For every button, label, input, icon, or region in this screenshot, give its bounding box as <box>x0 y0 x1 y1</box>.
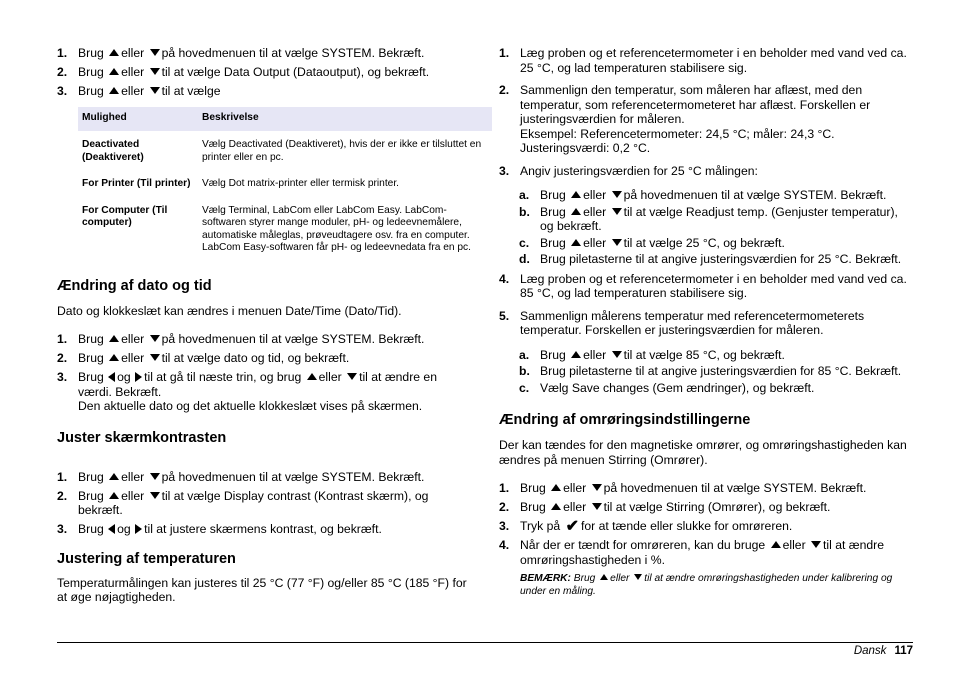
step-text: eller <box>583 347 607 362</box>
step-text: eller <box>121 332 145 346</box>
down-arrow-icon <box>150 473 160 480</box>
step-text: til at gå til næste trin, og brug <box>144 370 302 384</box>
step-text: Den aktuelle dato og det aktuelle klokkeslæt vises på skærmen. <box>78 399 423 413</box>
description-cell: Vælg Deactivated (Deaktiveret), hvis der er ikke er tilsluttet en printer eller en pc. <box>202 139 482 163</box>
note-text: eller <box>610 572 630 584</box>
step-text: på hovedmenuen til at vælge SYSTEM. Bekræft. <box>603 481 867 495</box>
temperature-steps <box>499 46 909 178</box>
step-text: Brug <box>540 204 566 219</box>
substeps-85c <box>499 348 909 396</box>
step-number: 1. <box>499 46 510 60</box>
output-steps <box>57 46 472 99</box>
step-text: Når der er tændt for omrøreren, kan du bruge <box>520 538 766 552</box>
footer-language: Dansk <box>853 645 887 657</box>
step-text: Brug <box>540 188 566 202</box>
step-text: eller <box>583 204 607 219</box>
step-text: Brug piletasterne til at angive justeringsværdien for 25 °C. Bekræft. <box>540 252 902 266</box>
page-footer <box>854 644 913 659</box>
step-number: 2. <box>57 351 68 365</box>
step-number: 2. <box>499 83 510 97</box>
up-arrow-icon <box>109 354 119 361</box>
footer-divider <box>57 642 913 643</box>
section-title-stirring: Ændring af omrøringsindstillingerne <box>499 412 751 428</box>
step-text: Brug <box>78 522 104 536</box>
step-text: til at vælge Readjust temp. (Genjuster temperatur), og bekræft. <box>540 204 898 233</box>
step-number: c. <box>519 380 530 395</box>
step-number: 1. <box>57 332 68 346</box>
step-text: eller <box>782 538 806 552</box>
step-text: til at vælge dato og tid, og bekræft. <box>161 351 350 365</box>
step-text: Vælg Save changes (Gem ændringer), og bekræft. <box>540 380 815 395</box>
step-number: 4. <box>499 271 510 286</box>
note-text: til at ændre omrøringshastigheden under kalibrering og under en måling. <box>520 572 893 597</box>
down-arrow-icon <box>347 373 357 380</box>
step-text: Brug <box>78 488 104 503</box>
description-cell: Vælg Dot matrix-printer eller termisk printer. <box>202 178 400 189</box>
step-text: Brug <box>540 235 566 250</box>
column-header: Beskrivelse <box>198 107 492 132</box>
step-number: 2. <box>57 65 68 79</box>
down-arrow-icon <box>150 492 160 499</box>
down-arrow-icon <box>150 354 160 361</box>
step-text: og <box>117 522 131 536</box>
step-text: på hovedmenuen til at vælge SYSTEM. Bekræft. <box>161 332 425 346</box>
list-item <box>499 252 909 267</box>
step-text: til at vælge Data Output (Dataoutput), og bekræft. <box>161 65 430 79</box>
step-number: 3. <box>57 370 68 384</box>
list-item <box>57 84 472 99</box>
down-arrow-icon <box>150 87 160 94</box>
section-title-contrast: Juster skærmkontrasten <box>57 429 227 446</box>
step-number: 1. <box>499 481 510 495</box>
section-title-temperature: Justering af temperaturen <box>57 550 236 567</box>
step-number: c. <box>519 235 530 250</box>
step-text: eller <box>318 370 342 384</box>
step-text: Brug <box>78 351 104 365</box>
step-text: til at ændre en værdi. Bekræft. <box>78 370 437 399</box>
list-item <box>57 522 472 537</box>
list-item <box>57 46 472 61</box>
down-arrow-icon <box>612 351 622 358</box>
list-item <box>499 348 909 363</box>
step-text: eller <box>121 469 145 484</box>
step-text: Angiv justeringsværdien for 25 °C målingen: <box>520 163 758 178</box>
step-text: Sammenlign målerens temperatur med referencetermometerets temperatur. Forskellen er justeringsværdien for måleren. <box>520 308 865 337</box>
step-number: 2. <box>57 488 68 503</box>
step-text: på hovedmenuen til at vælge SYSTEM. Bekræft. <box>161 469 425 484</box>
table-header-row <box>78 107 492 132</box>
option-cell: For Computer (Til computer) <box>82 204 168 228</box>
list-item <box>499 236 909 251</box>
list-item <box>499 519 909 534</box>
up-arrow-icon <box>109 335 119 342</box>
stirring-steps <box>499 481 909 567</box>
left-arrow-icon <box>108 372 115 382</box>
list-item <box>499 188 909 203</box>
substeps-25c <box>499 188 909 267</box>
up-arrow-icon <box>109 492 119 499</box>
down-arrow-icon <box>612 239 622 246</box>
step-text: eller <box>121 488 145 503</box>
option-cell: For Printer (Til printer) <box>82 178 191 189</box>
step-text: Tryk på <box>520 519 561 533</box>
up-arrow-icon <box>771 541 781 548</box>
step-text: eller <box>563 500 587 514</box>
up-arrow-icon <box>307 373 317 380</box>
step-text: til at vælge <box>161 84 221 98</box>
down-arrow-icon <box>150 335 160 342</box>
note-label: BEMÆRK: <box>520 572 571 584</box>
checkmark-icon: ✔ <box>565 518 579 535</box>
step-text: til at justere skærmens kontrast, og bekræft. <box>144 522 382 536</box>
step-text: Læg proben og et referencetermometer i en beholder med vand ved ca. 25 °C, og lad temperaturen stabilisere sig. <box>520 46 907 75</box>
up-arrow-icon <box>571 351 581 358</box>
step-text: Brug <box>78 370 104 384</box>
right-column <box>499 46 909 598</box>
list-item <box>499 46 909 75</box>
up-arrow-icon <box>109 473 119 480</box>
step-text: til at vælge Stirring (Omrører), og bekræft. <box>603 500 831 514</box>
right-arrow-icon <box>135 524 142 534</box>
left-column <box>57 46 482 605</box>
step-number: 1. <box>57 469 68 484</box>
list-item <box>499 538 909 567</box>
list-item <box>57 65 472 80</box>
step-number: 4. <box>499 538 510 552</box>
table-row <box>78 170 492 197</box>
step-text: Brug <box>520 481 546 495</box>
step-text: på hovedmenuen til at vælge SYSTEM. Bekræft. <box>623 188 887 202</box>
list-item <box>57 351 472 366</box>
up-arrow-icon <box>571 191 581 198</box>
down-arrow-icon <box>592 503 602 510</box>
step-text: eller <box>121 65 145 79</box>
date-steps <box>57 332 472 414</box>
step-text: Brug <box>520 500 546 514</box>
down-arrow-icon <box>634 574 642 580</box>
step-text: Brug <box>78 84 104 98</box>
list-item <box>57 332 472 347</box>
step-text: Brug <box>78 65 104 79</box>
step-text: eller <box>583 235 607 250</box>
page-number: 117 <box>894 645 913 657</box>
step-number: 5. <box>499 308 510 323</box>
step-number: 3. <box>499 163 510 178</box>
step-text: eller <box>121 46 145 60</box>
temperature-steps-cont <box>499 272 909 338</box>
step-text: for at tænde eller slukke for omrøreren. <box>580 519 793 533</box>
step-number: 3. <box>57 84 68 98</box>
down-arrow-icon <box>612 208 622 215</box>
down-arrow-icon <box>612 191 622 198</box>
list-item <box>499 83 909 156</box>
step-number: b. <box>519 364 530 378</box>
contrast-steps <box>57 470 472 537</box>
down-arrow-icon <box>150 49 160 56</box>
section-title-date: Ændring af dato og tid <box>57 277 212 294</box>
step-number: 1. <box>57 46 68 60</box>
list-item <box>499 381 909 396</box>
description-cell: Vælg Terminal, LabCom eller LabCom Easy. LabCom-softwaren styrer mange moduler, pH- og ledeevnemålere, automatiske måleglas, prøveudtagere osv. fra en computer. LabCom Easy-softwaren får pH- og ledeevnedata fra en pc. <box>202 204 471 253</box>
step-number: 3. <box>499 519 510 533</box>
step-number: 2. <box>499 500 510 514</box>
step-text: eller <box>563 481 587 495</box>
options-table <box>78 107 492 261</box>
step-text: til at ændre omrøringshastigheden i %. <box>520 538 884 567</box>
section-intro: Temperaturmålingen kan justeres til 25 °C (77 °F) og/eller 85 °C (185 °F) for at øge nøjagtigheden. <box>57 575 467 604</box>
up-arrow-icon <box>109 68 119 75</box>
list-item <box>499 164 909 179</box>
table-row <box>78 131 492 170</box>
step-text: Brug <box>78 332 104 346</box>
down-arrow-icon <box>811 541 821 548</box>
step-number: b. <box>519 204 530 219</box>
step-text: eller <box>121 84 145 98</box>
note <box>499 572 909 598</box>
list-item <box>499 205 909 234</box>
list-item <box>57 470 472 485</box>
step-text: og <box>117 370 131 384</box>
step-text: Eksempel: Referencetermometer: 24,5 °C; måler: 24,3 °C. Justeringsværdi: 0,2 °C. <box>520 126 835 155</box>
up-arrow-icon <box>571 208 581 215</box>
step-text: Sammenlign den temperatur, som måleren har aflæst, med den temperatur, som referencetermometeret har aflæst. Forskellen er justeringsværdien for måleren. <box>520 83 871 126</box>
down-arrow-icon <box>592 484 602 491</box>
step-text: på hovedmenuen til at vælge SYSTEM. Bekræft. <box>161 46 425 60</box>
note-text: Brug <box>573 572 596 584</box>
step-text: eller <box>121 351 145 365</box>
list-item <box>57 489 472 518</box>
step-text: til at vælge 25 °C, og bekræft. <box>623 235 785 250</box>
up-arrow-icon <box>551 484 561 491</box>
list-item <box>499 364 909 379</box>
up-arrow-icon <box>109 87 119 94</box>
option-cell: Deactivated (Deaktiveret) <box>82 139 144 163</box>
section-intro: Der kan tændes for den magnetiske omrører, og omrøringshastigheden kan ændres på menuen Stirring (Omrører). <box>499 438 907 467</box>
step-number: a. <box>519 347 530 362</box>
list-item <box>499 481 909 496</box>
step-number: a. <box>519 188 530 202</box>
step-text: til at vælge Display contrast (Kontrast skærm), og bekræft. <box>78 488 429 517</box>
step-number: 3. <box>57 522 68 536</box>
up-arrow-icon <box>551 503 561 510</box>
step-text: Læg proben og et referencetermometer i en beholder med vand ved ca. 85 °C, og lad temperaturen stabilisere sig. <box>520 271 907 300</box>
list-item <box>499 272 909 301</box>
right-arrow-icon <box>135 372 142 382</box>
step-text: Brug <box>78 46 104 60</box>
step-text: til at vælge 85 °C, og bekræft. <box>623 347 785 362</box>
list-item <box>57 370 472 414</box>
step-text: eller <box>583 188 607 202</box>
column-header: Mulighed <box>78 107 198 132</box>
step-text: Brug <box>540 347 566 362</box>
left-arrow-icon <box>108 524 115 534</box>
table-row <box>78 197 492 261</box>
list-item <box>499 500 909 515</box>
step-text: Brug <box>78 469 104 484</box>
step-number: d. <box>519 252 530 266</box>
list-item <box>499 309 909 338</box>
up-arrow-icon <box>571 239 581 246</box>
up-arrow-icon <box>109 49 119 56</box>
up-arrow-icon <box>600 574 608 580</box>
section-intro: Dato og klokkeslæt kan ændres i menuen Date/Time (Dato/Tid). <box>57 303 402 318</box>
down-arrow-icon <box>150 68 160 75</box>
step-text: Brug piletasterne til at angive justeringsværdien for 85 °C. Bekræft. <box>540 364 902 378</box>
